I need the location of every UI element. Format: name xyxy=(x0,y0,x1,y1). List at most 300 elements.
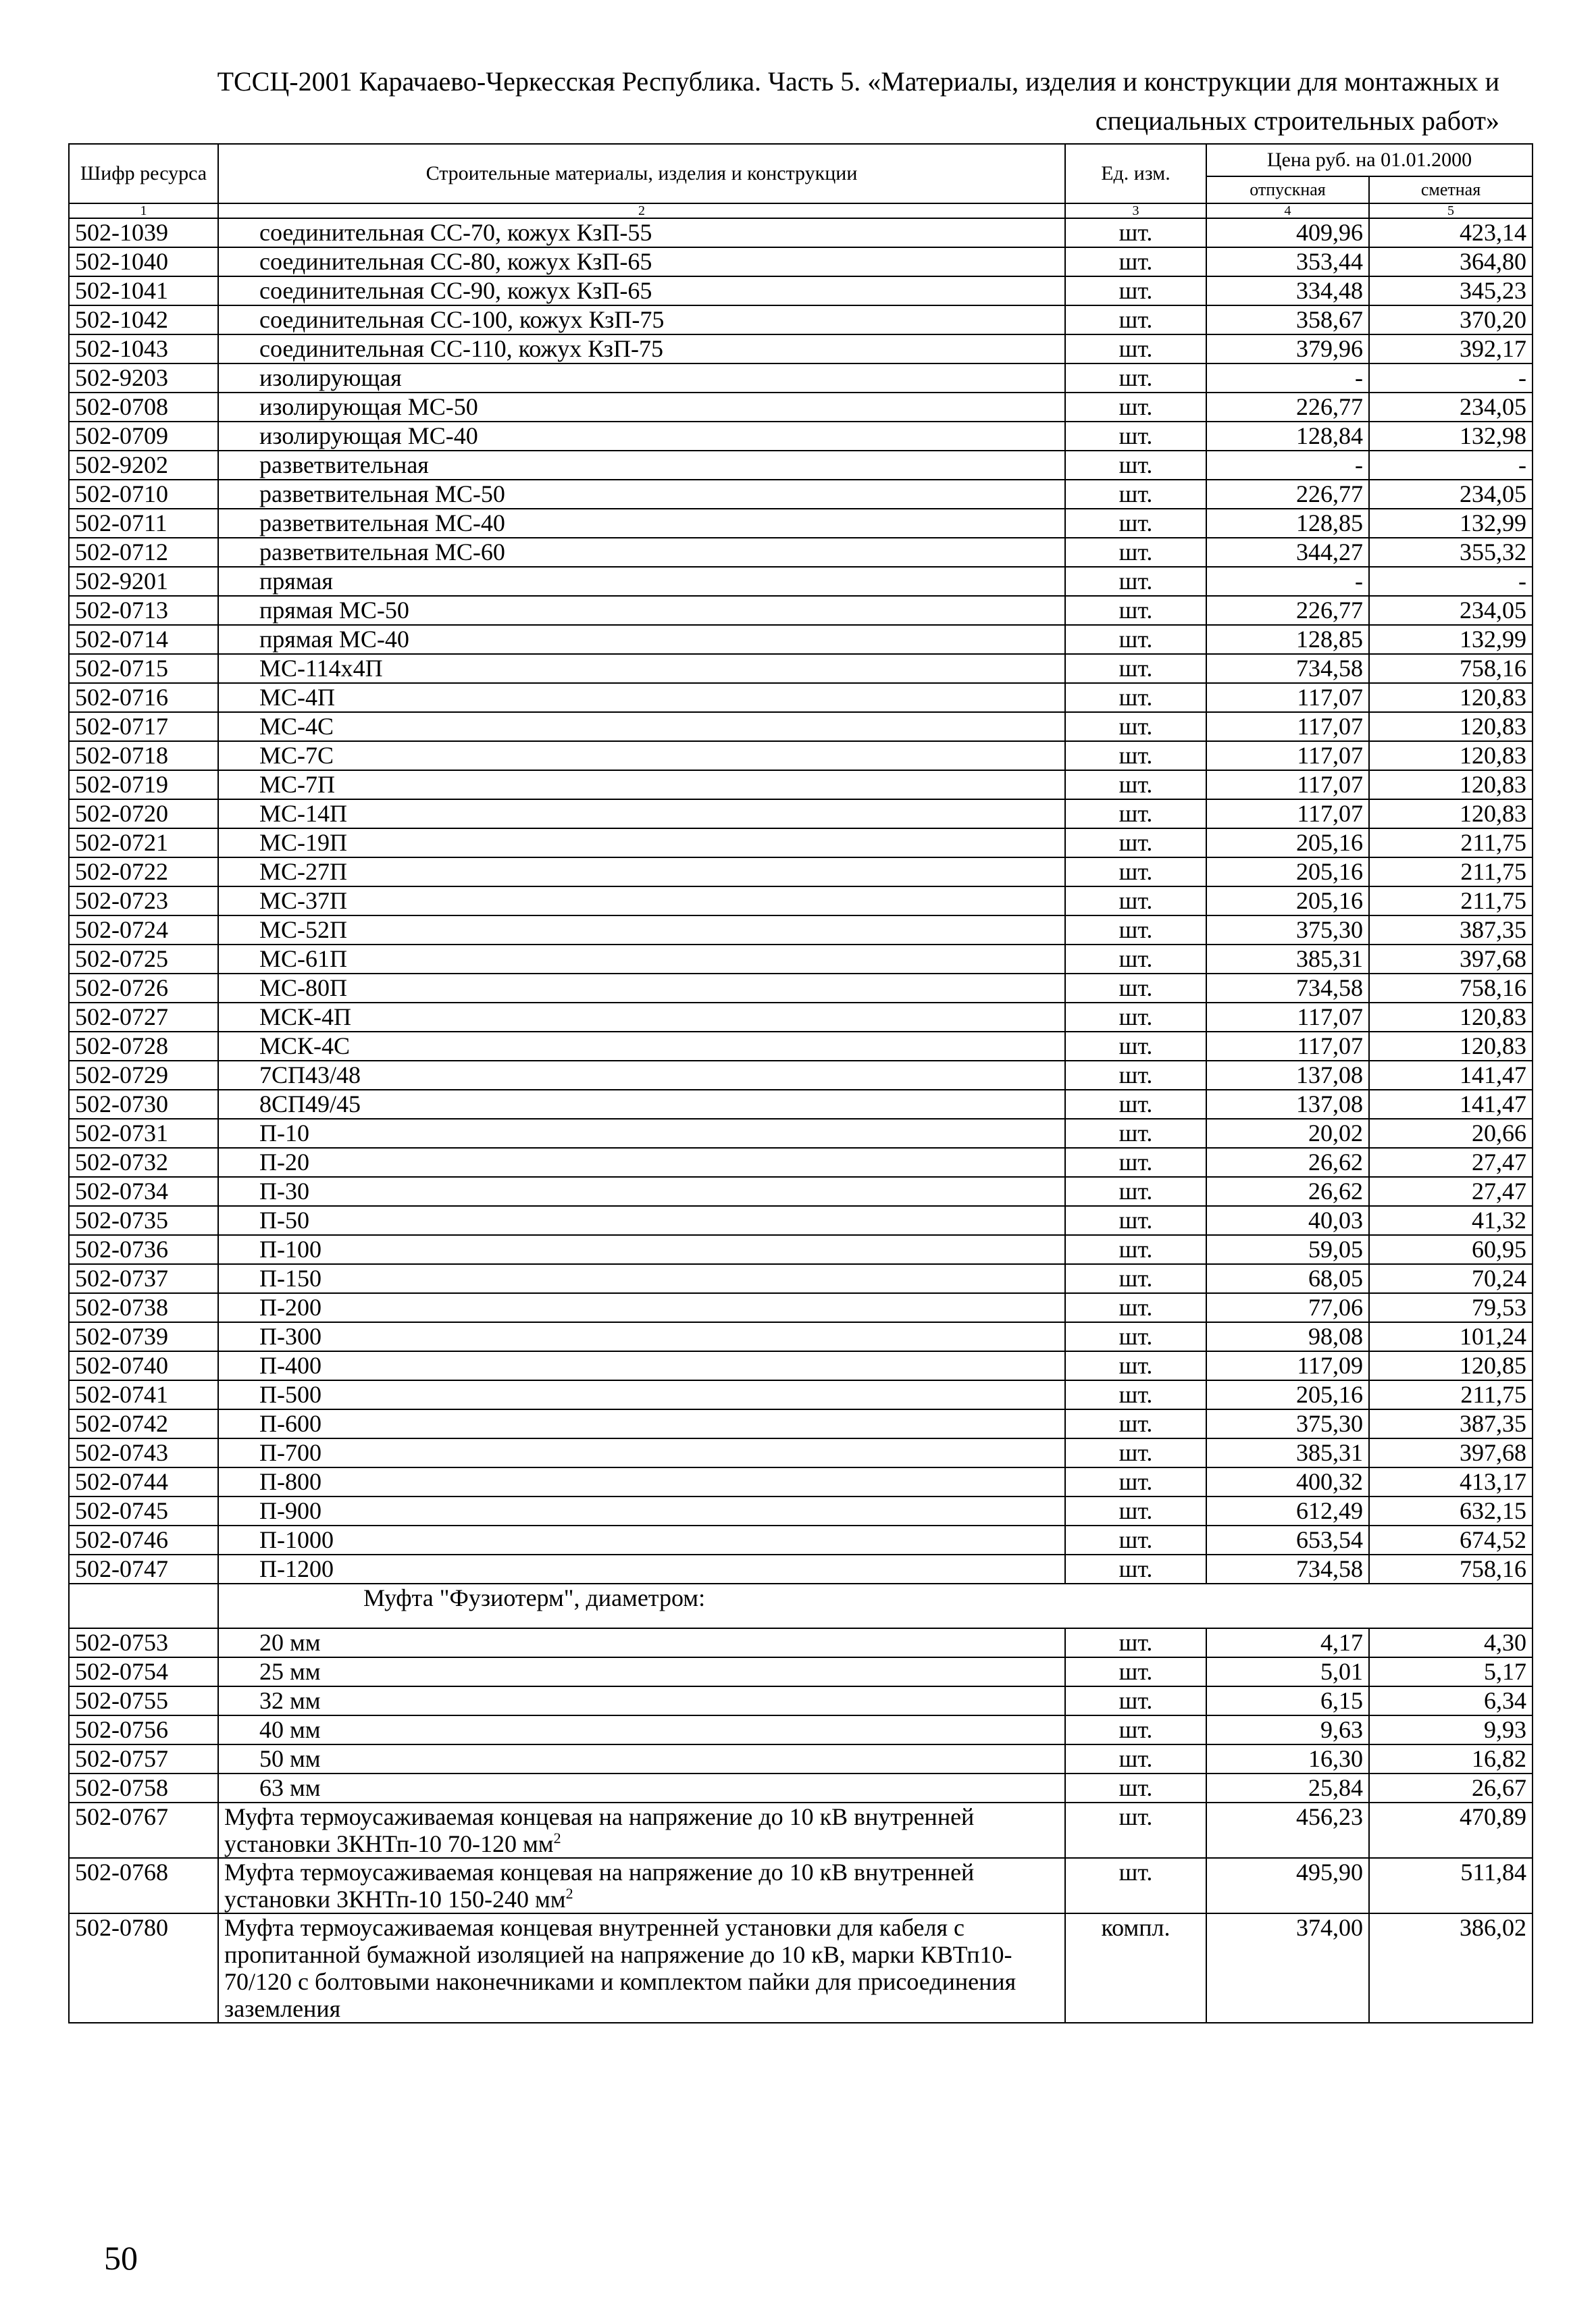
material-name: 40 мм xyxy=(218,1715,1065,1744)
unit-of-measure: шт. xyxy=(1065,1715,1206,1744)
table-row xyxy=(69,1177,1533,1206)
price-release: 117,07 xyxy=(1206,712,1369,741)
material-name: МС-27П xyxy=(218,857,1065,886)
price-estimate: - xyxy=(1369,451,1533,480)
resource-code: 502-0719 xyxy=(69,770,218,799)
price-release: 205,16 xyxy=(1206,857,1369,886)
column-number: 4 xyxy=(1206,203,1369,218)
resource-code: 502-0736 xyxy=(69,1235,218,1264)
unit-of-measure: шт. xyxy=(1065,1206,1206,1235)
resource-code: 502-0717 xyxy=(69,712,218,741)
resource-code: 502-0758 xyxy=(69,1774,218,1803)
price-release: 117,09 xyxy=(1206,1351,1369,1380)
price-release: - xyxy=(1206,567,1369,596)
table-body-main xyxy=(69,218,1533,1584)
resource-code: 502-0714 xyxy=(69,625,218,654)
superscript: 2 xyxy=(565,1885,573,1902)
price-estimate: 9,93 xyxy=(1369,1715,1533,1744)
material-name: П-700 xyxy=(218,1438,1065,1467)
unit-of-measure: шт. xyxy=(1065,945,1206,974)
resource-code: 502-0729 xyxy=(69,1061,218,1090)
table-row xyxy=(69,886,1533,915)
material-name: МС-14П xyxy=(218,799,1065,828)
table-row xyxy=(69,974,1533,1003)
resource-code: 502-0737 xyxy=(69,1264,218,1293)
material-name: соединительная СС-90, кожух КзП-65 xyxy=(218,276,1065,305)
material-name: П-20 xyxy=(218,1148,1065,1177)
table-row xyxy=(69,799,1533,828)
table-row xyxy=(69,1744,1533,1774)
price-estimate: 413,17 xyxy=(1369,1467,1533,1496)
material-name xyxy=(218,1803,1065,1858)
table-row xyxy=(69,451,1533,480)
price-release: 117,07 xyxy=(1206,799,1369,828)
table-row xyxy=(69,276,1533,305)
price-release: 353,44 xyxy=(1206,247,1369,276)
column-header-price-group: Цена руб. на 01.01.2000 xyxy=(1206,144,1533,176)
unit-of-measure: компл. xyxy=(1065,1913,1206,2023)
price-release: 26,62 xyxy=(1206,1177,1369,1206)
material-name: МС-37П xyxy=(218,886,1065,915)
price-release: 6,15 xyxy=(1206,1686,1369,1715)
document-header-line2: специальных строительных работ» xyxy=(1095,105,1499,136)
material-name-text: Муфта термоусаживаемая концевая на напряжение до 10 кВ внутренней установки 3КНТп-10 150-240 мм xyxy=(224,1859,975,1913)
unit-of-measure: шт. xyxy=(1065,1628,1206,1657)
price-estimate: 101,24 xyxy=(1369,1322,1533,1351)
price-release: 9,63 xyxy=(1206,1715,1369,1744)
unit-of-measure: шт. xyxy=(1065,1322,1206,1351)
table-row xyxy=(69,1555,1533,1584)
price-release: 26,62 xyxy=(1206,1148,1369,1177)
material-name: МС-4С xyxy=(218,712,1065,741)
resource-code: 502-9202 xyxy=(69,451,218,480)
table-row xyxy=(69,1206,1533,1235)
resource-code: 502-0721 xyxy=(69,828,218,857)
unit-of-measure: шт. xyxy=(1065,363,1206,393)
unit-of-measure: шт. xyxy=(1065,770,1206,799)
price-estimate: 6,34 xyxy=(1369,1686,1533,1715)
material-name: МС-7П xyxy=(218,770,1065,799)
price-release: 117,07 xyxy=(1206,741,1369,770)
price-estimate: 234,05 xyxy=(1369,596,1533,625)
unit-of-measure: шт. xyxy=(1065,1351,1206,1380)
price-estimate: 387,35 xyxy=(1369,915,1533,945)
column-header-unit: Ед. изм. xyxy=(1065,144,1206,203)
unit-of-measure: шт. xyxy=(1065,1090,1206,1119)
price-release: 385,31 xyxy=(1206,945,1369,974)
table-row xyxy=(69,596,1533,625)
table-row xyxy=(69,654,1533,683)
price-release: 226,77 xyxy=(1206,393,1369,422)
page-number: 50 xyxy=(104,2239,138,2277)
unit-of-measure: шт. xyxy=(1065,1293,1206,1322)
price-release: 375,30 xyxy=(1206,1409,1369,1438)
price-release: 226,77 xyxy=(1206,480,1369,509)
price-release: 117,07 xyxy=(1206,770,1369,799)
resource-code: 502-0757 xyxy=(69,1744,218,1774)
table-row xyxy=(69,1686,1533,1715)
table-row xyxy=(69,828,1533,857)
resource-code: 502-0711 xyxy=(69,509,218,538)
material-name: МСК-4П xyxy=(218,1003,1065,1032)
material-name: 63 мм xyxy=(218,1774,1065,1803)
material-name: соединительная СС-80, кожух КзП-65 xyxy=(218,247,1065,276)
table-row xyxy=(69,1913,1533,2023)
material-name: П-50 xyxy=(218,1206,1065,1235)
price-estimate: 20,66 xyxy=(1369,1119,1533,1148)
unit-of-measure: шт. xyxy=(1065,1774,1206,1803)
unit-of-measure: шт. xyxy=(1065,1496,1206,1526)
resource-code: 502-0708 xyxy=(69,393,218,422)
price-release: 205,16 xyxy=(1206,828,1369,857)
resource-code: 502-0715 xyxy=(69,654,218,683)
price-release: 117,07 xyxy=(1206,1003,1369,1032)
table-row xyxy=(69,1148,1533,1177)
column-header-price-release: отпускная xyxy=(1206,176,1369,203)
price-estimate: 370,20 xyxy=(1369,305,1533,334)
material-name xyxy=(218,1913,1065,2023)
material-name-text: Муфта термоусаживаемая концевая на напряжение до 10 кВ внутренней установки 3КНТп-10 70-120 мм xyxy=(224,1803,975,1857)
unit-of-measure: шт. xyxy=(1065,712,1206,741)
price-estimate: 364,80 xyxy=(1369,247,1533,276)
price-release: 334,48 xyxy=(1206,276,1369,305)
price-release: 344,27 xyxy=(1206,538,1369,567)
unit-of-measure: шт. xyxy=(1065,1744,1206,1774)
table-row xyxy=(69,1351,1533,1380)
material-name: 8СП49/45 xyxy=(218,1090,1065,1119)
table-row xyxy=(69,1322,1533,1351)
resource-code: 502-0746 xyxy=(69,1526,218,1555)
unit-of-measure: шт. xyxy=(1065,625,1206,654)
material-name: МС-114х4П xyxy=(218,654,1065,683)
column-header-code: Шифр ресурса xyxy=(69,144,218,203)
material-name: П-150 xyxy=(218,1264,1065,1293)
material-name: 32 мм xyxy=(218,1686,1065,1715)
resource-code: 502-0747 xyxy=(69,1555,218,1584)
price-estimate: 632,15 xyxy=(1369,1496,1533,1526)
document-header-line1: ТССЦ-2001 Карачаево-Черкесская Республика. Часть 5. «Материалы, изделия и конструкции для монтажных и xyxy=(217,66,1499,97)
table-row xyxy=(69,567,1533,596)
resource-code: 502-1040 xyxy=(69,247,218,276)
price-estimate: 141,47 xyxy=(1369,1090,1533,1119)
material-name: П-10 xyxy=(218,1119,1065,1148)
material-name: П-1000 xyxy=(218,1526,1065,1555)
table-row xyxy=(69,247,1533,276)
table-row xyxy=(69,1438,1533,1467)
column-number: 5 xyxy=(1369,203,1533,218)
price-estimate: 211,75 xyxy=(1369,828,1533,857)
material-name: 50 мм xyxy=(218,1744,1065,1774)
price-release: 137,08 xyxy=(1206,1061,1369,1090)
price-release: 40,03 xyxy=(1206,1206,1369,1235)
price-estimate: 674,52 xyxy=(1369,1526,1533,1555)
material-name: 25 мм xyxy=(218,1657,1065,1686)
table-row xyxy=(69,1628,1533,1657)
table-row xyxy=(69,1496,1533,1526)
resource-code: 502-0756 xyxy=(69,1715,218,1744)
unit-of-measure: шт. xyxy=(1065,654,1206,683)
price-release: 734,58 xyxy=(1206,1555,1369,1584)
unit-of-measure: шт. xyxy=(1065,683,1206,712)
unit-of-measure: шт. xyxy=(1065,247,1206,276)
price-estimate: 511,84 xyxy=(1369,1858,1533,1913)
material-name: МС-19П xyxy=(218,828,1065,857)
price-release: - xyxy=(1206,363,1369,393)
price-release: 117,07 xyxy=(1206,683,1369,712)
price-estimate: 387,35 xyxy=(1369,1409,1533,1438)
resource-code: 502-1042 xyxy=(69,305,218,334)
price-estimate: 234,05 xyxy=(1369,480,1533,509)
resource-code: 502-0734 xyxy=(69,1177,218,1206)
table-row xyxy=(69,1467,1533,1496)
unit-of-measure: шт. xyxy=(1065,1264,1206,1293)
material-name: изолирующая МС-40 xyxy=(218,422,1065,451)
table-row xyxy=(69,625,1533,654)
material-name: разветвительная МС-60 xyxy=(218,538,1065,567)
resource-code: 502-0709 xyxy=(69,422,218,451)
resource-code: 502-0755 xyxy=(69,1686,218,1715)
table-row xyxy=(69,363,1533,393)
resource-code: 502-0780 xyxy=(69,1913,218,2023)
price-estimate: - xyxy=(1369,567,1533,596)
price-estimate: 60,95 xyxy=(1369,1235,1533,1264)
material-name: П-400 xyxy=(218,1351,1065,1380)
table-row xyxy=(69,1409,1533,1438)
price-estimate: 355,32 xyxy=(1369,538,1533,567)
price-estimate: 79,53 xyxy=(1369,1293,1533,1322)
unit-of-measure: шт. xyxy=(1065,305,1206,334)
unit-of-measure: шт. xyxy=(1065,1657,1206,1686)
price-release: 375,30 xyxy=(1206,915,1369,945)
resource-code: 502-0754 xyxy=(69,1657,218,1686)
resource-code: 502-0724 xyxy=(69,915,218,945)
resource-code: 502-0732 xyxy=(69,1148,218,1177)
material-name: МС-4П xyxy=(218,683,1065,712)
price-estimate: 392,17 xyxy=(1369,334,1533,363)
resource-code: 502-0735 xyxy=(69,1206,218,1235)
unit-of-measure: шт. xyxy=(1065,857,1206,886)
price-estimate: 141,47 xyxy=(1369,1061,1533,1090)
material-name: П-800 xyxy=(218,1467,1065,1496)
unit-of-measure: шт. xyxy=(1065,1858,1206,1913)
price-release: 495,90 xyxy=(1206,1858,1369,1913)
material-name: прямая МС-40 xyxy=(218,625,1065,654)
material-name: прямая xyxy=(218,567,1065,596)
material-name: разветвительная МС-40 xyxy=(218,509,1065,538)
price-release: 59,05 xyxy=(1206,1235,1369,1264)
column-number: 2 xyxy=(218,203,1065,218)
price-estimate: 132,99 xyxy=(1369,509,1533,538)
price-estimate: 16,82 xyxy=(1369,1744,1533,1774)
material-name: изолирующая МС-50 xyxy=(218,393,1065,422)
price-release: 5,01 xyxy=(1206,1657,1369,1686)
price-release: 385,31 xyxy=(1206,1438,1369,1467)
price-release: 374,00 xyxy=(1206,1913,1369,2023)
unit-of-measure: шт. xyxy=(1065,1061,1206,1090)
price-release: 205,16 xyxy=(1206,886,1369,915)
unit-of-measure: шт. xyxy=(1065,1119,1206,1148)
resource-code: 502-0713 xyxy=(69,596,218,625)
resource-code: 502-0728 xyxy=(69,1032,218,1061)
unit-of-measure: шт. xyxy=(1065,886,1206,915)
price-release: 4,17 xyxy=(1206,1628,1369,1657)
price-release: 409,96 xyxy=(1206,218,1369,247)
unit-of-measure: шт. xyxy=(1065,276,1206,305)
resource-code: 502-0739 xyxy=(69,1322,218,1351)
resource-code: 502-0730 xyxy=(69,1090,218,1119)
table-row xyxy=(69,1774,1533,1803)
price-estimate: 120,83 xyxy=(1369,741,1533,770)
material-name: 20 мм xyxy=(218,1628,1065,1657)
price-estimate: 120,83 xyxy=(1369,683,1533,712)
table-row xyxy=(69,393,1533,422)
table-row xyxy=(69,1032,1533,1061)
price-release: 358,67 xyxy=(1206,305,1369,334)
price-estimate: 758,16 xyxy=(1369,1555,1533,1584)
price-estimate: 758,16 xyxy=(1369,974,1533,1003)
price-estimate: 211,75 xyxy=(1369,857,1533,886)
table-row xyxy=(69,857,1533,886)
resource-code: 502-0745 xyxy=(69,1496,218,1526)
column-number: 1 xyxy=(69,203,218,218)
table-row xyxy=(69,422,1533,451)
unit-of-measure: шт. xyxy=(1065,334,1206,363)
resource-code: 502-0727 xyxy=(69,1003,218,1032)
material-name: прямая МС-50 xyxy=(218,596,1065,625)
material-name: изолирующая xyxy=(218,363,1065,393)
table-row xyxy=(69,1657,1533,1686)
resource-code: 502-0720 xyxy=(69,799,218,828)
table-row xyxy=(69,770,1533,799)
price-estimate: 470,89 xyxy=(1369,1803,1533,1858)
table-row xyxy=(69,538,1533,567)
price-estimate: 120,83 xyxy=(1369,799,1533,828)
unit-of-measure: шт. xyxy=(1065,451,1206,480)
price-release: 128,85 xyxy=(1206,625,1369,654)
price-release: 128,84 xyxy=(1206,422,1369,451)
table-row xyxy=(69,741,1533,770)
unit-of-measure: шт. xyxy=(1065,1803,1206,1858)
price-estimate: 27,47 xyxy=(1369,1177,1533,1206)
resource-code: 502-0744 xyxy=(69,1467,218,1496)
price-estimate: 120,83 xyxy=(1369,1003,1533,1032)
price-release: 20,02 xyxy=(1206,1119,1369,1148)
column-header-name: Строительные материалы, изделия и конструкции xyxy=(218,144,1065,203)
material-name: МС-7С xyxy=(218,741,1065,770)
unit-of-measure: шт. xyxy=(1065,567,1206,596)
unit-of-measure: шт. xyxy=(1065,218,1206,247)
section-code-cell xyxy=(69,1584,218,1628)
column-number: 3 xyxy=(1065,203,1206,218)
column-header-price-estimate: сметная xyxy=(1369,176,1533,203)
unit-of-measure: шт. xyxy=(1065,1555,1206,1584)
resource-code: 502-1041 xyxy=(69,276,218,305)
resource-code: 502-0738 xyxy=(69,1293,218,1322)
price-release: 128,85 xyxy=(1206,509,1369,538)
price-release: 734,58 xyxy=(1206,974,1369,1003)
price-release: 400,32 xyxy=(1206,1467,1369,1496)
table-row xyxy=(69,1803,1533,1858)
resource-code: 502-0716 xyxy=(69,683,218,712)
price-estimate: 70,24 xyxy=(1369,1264,1533,1293)
table-row xyxy=(69,334,1533,363)
price-release: 734,58 xyxy=(1206,654,1369,683)
table-row xyxy=(69,683,1533,712)
price-release: 205,16 xyxy=(1206,1380,1369,1409)
price-release: 68,05 xyxy=(1206,1264,1369,1293)
price-estimate: 27,47 xyxy=(1369,1148,1533,1177)
material-name: 7СП43/48 xyxy=(218,1061,1065,1090)
unit-of-measure: шт. xyxy=(1065,422,1206,451)
price-estimate: 132,99 xyxy=(1369,625,1533,654)
unit-of-measure: шт. xyxy=(1065,915,1206,945)
material-name: соединительная СС-110, кожух КзП-75 xyxy=(218,334,1065,363)
price-estimate: 120,83 xyxy=(1369,712,1533,741)
superscript: 2 xyxy=(553,1830,561,1846)
price-estimate: 386,02 xyxy=(1369,1913,1533,2023)
price-estimate: 41,32 xyxy=(1369,1206,1533,1235)
price-estimate: 211,75 xyxy=(1369,886,1533,915)
price-release: 117,07 xyxy=(1206,1032,1369,1061)
price-estimate: 120,83 xyxy=(1369,1032,1533,1061)
material-name: П-300 xyxy=(218,1322,1065,1351)
price-release: 77,06 xyxy=(1206,1293,1369,1322)
material-name: П-100 xyxy=(218,1235,1065,1264)
table-row xyxy=(69,1380,1533,1409)
price-estimate: 345,23 xyxy=(1369,276,1533,305)
resource-code: 502-1043 xyxy=(69,334,218,363)
price-estimate: 132,98 xyxy=(1369,422,1533,451)
material-name: П-1200 xyxy=(218,1555,1065,1584)
unit-of-measure: шт. xyxy=(1065,596,1206,625)
price-release: 226,77 xyxy=(1206,596,1369,625)
resource-code: 502-0742 xyxy=(69,1409,218,1438)
unit-of-measure: шт. xyxy=(1065,974,1206,1003)
resource-code: 502-0768 xyxy=(69,1858,218,1913)
table-row xyxy=(69,1119,1533,1148)
table-row xyxy=(69,1293,1533,1322)
price-release: 456,23 xyxy=(1206,1803,1369,1858)
resource-code: 502-0743 xyxy=(69,1438,218,1467)
material-name: разветвительная МС-50 xyxy=(218,480,1065,509)
material-name: МС-52П xyxy=(218,915,1065,945)
resource-code: 502-0710 xyxy=(69,480,218,509)
table-row xyxy=(69,305,1533,334)
material-name xyxy=(218,1858,1065,1913)
table-section-fusiotherm xyxy=(69,1584,1533,1628)
unit-of-measure: шт. xyxy=(1065,1467,1206,1496)
resource-code: 502-0723 xyxy=(69,886,218,915)
resource-code: 502-0718 xyxy=(69,741,218,770)
unit-of-measure: шт. xyxy=(1065,1438,1206,1467)
resource-code: 502-0731 xyxy=(69,1119,218,1148)
price-release: 379,96 xyxy=(1206,334,1369,363)
table-row xyxy=(69,1526,1533,1555)
unit-of-measure: шт. xyxy=(1065,538,1206,567)
price-release: 25,84 xyxy=(1206,1774,1369,1803)
table-row xyxy=(69,945,1533,974)
table-row xyxy=(69,480,1533,509)
unit-of-measure: шт. xyxy=(1065,1003,1206,1032)
material-name-text: Муфта термоусаживаемая концевая внутренней установки для кабеля с пропитанной бумажной изоляцией на напряжение до 10 кВ, марки КВТп10-70/120 с болтовыми наконечниками и комплектом пайки для присоединения заземления xyxy=(224,1914,1016,2022)
material-name: П-200 xyxy=(218,1293,1065,1322)
price-release: 653,54 xyxy=(1206,1526,1369,1555)
price-release: 98,08 xyxy=(1206,1322,1369,1351)
price-estimate: 397,68 xyxy=(1369,1438,1533,1467)
resource-code: 502-0767 xyxy=(69,1803,218,1858)
resource-code: 502-0753 xyxy=(69,1628,218,1657)
price-release: 137,08 xyxy=(1206,1090,1369,1119)
